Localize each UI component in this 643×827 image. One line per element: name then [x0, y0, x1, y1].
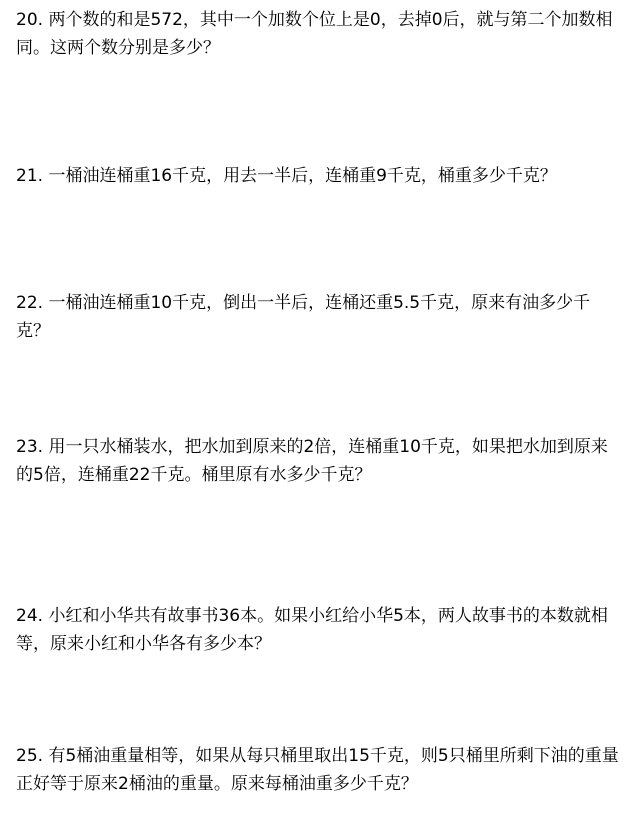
problem-22: 22. 一桶油连桶重10千克，倒出一半后，连桶还重5.5千克，原来有油多少千克？: [16, 293, 591, 341]
problem-23: 23. 用一只水桶装水，把水加到原来的2倍，连桶重10千克，如果把水加到原来的5倍，连桶重22千克。桶里原有水多少千克？: [16, 437, 608, 485]
problem-20: 20. 两个数的和是572，其中一个加数个位上是0，去掉0后，就与第二个加数相同。这两个数分别是多少？: [16, 10, 613, 58]
problem-24: 24. 小红和小华共有故事书36本。如果小红给小华5本，两人故事书的本数就相等，原来小红和小华各有多少本？: [16, 606, 608, 654]
problem-21: 21. 一桶油连桶重16千克，用去一半后，连桶重9千克，桶重多少千克？: [16, 166, 557, 186]
problem-25: 25. 有5桶油重量相等，如果从每只桶里取出15千克，则5只桶里所剩下油的重量正好等于原来2桶油的重量。原来每桶油重多少千克？: [16, 746, 619, 794]
